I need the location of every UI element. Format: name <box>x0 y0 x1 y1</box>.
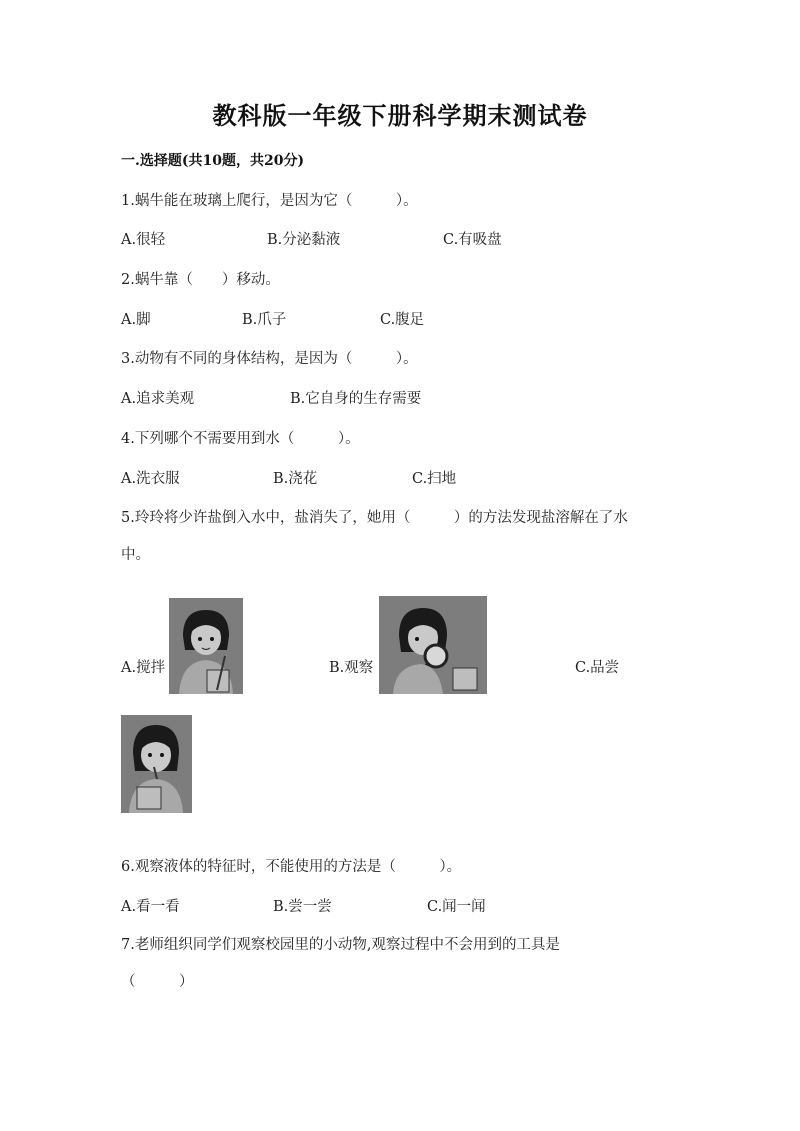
q5-option-a: A.搅拌 <box>121 660 166 676</box>
q2-option-c: C.腹足 <box>380 312 425 328</box>
question-7-stem-line2: （ ） <box>121 974 194 990</box>
question-5-stem-line2: 中。 <box>121 547 150 563</box>
q5-option-b: B.观察 <box>329 660 374 676</box>
q6-option-a: A.看一看 <box>121 899 180 915</box>
question-2-stem: 2.蜗牛靠（ ）移动。 <box>121 272 280 288</box>
q1-option-c: C.有吸盘 <box>443 232 502 248</box>
question-6-stem: 6.观察液体的特征时，不能使用的方法是（ ）。 <box>121 859 462 875</box>
q4-option-c: C.扫地 <box>412 471 457 487</box>
question-1-stem: 1.蜗牛能在玻璃上爬行，是因为它（ ）。 <box>121 193 418 209</box>
q5-option-c: C.品尝 <box>575 660 620 676</box>
q4-option-a: A.洗衣服 <box>121 471 180 487</box>
q1-option-a: A.很轻 <box>121 232 166 248</box>
q3-option-a: A.追求美观 <box>121 391 195 407</box>
q3-option-b: B.它自身的生存需要 <box>290 391 422 407</box>
question-3-stem: 3.动物有不同的身体结构，是因为（ ）。 <box>121 351 418 367</box>
girl-magnifier-picture <box>379 596 487 694</box>
q6-option-b: B.尝一尝 <box>273 899 332 915</box>
question-7-stem-line1: 7.老师组织同学们观察校园里的小动物,观察过程中不会用到的工具是 <box>121 937 560 953</box>
section-heading: 一.选择题(共10题，共20分) <box>121 153 305 169</box>
q4-option-b: B.浇花 <box>273 471 318 487</box>
question-5-stem-line1: 5.玲玲将少许盐倒入水中，盐消失了，她用（ ）的方法发现盐溶解在了水 <box>121 510 628 526</box>
question-4-stem: 4.下列哪个不需要用到水（ ）。 <box>121 431 360 447</box>
page-title: 教科版一年级下册科学期末测试卷 <box>212 101 588 130</box>
girl-tasting-picture <box>121 715 192 813</box>
q6-option-c: C.闻一闻 <box>427 899 486 915</box>
q2-option-a: A.脚 <box>121 312 151 328</box>
girl-stirring-picture <box>169 598 243 694</box>
q2-option-b: B.爪子 <box>242 312 287 328</box>
q1-option-b: B.分泌黏液 <box>267 232 341 248</box>
